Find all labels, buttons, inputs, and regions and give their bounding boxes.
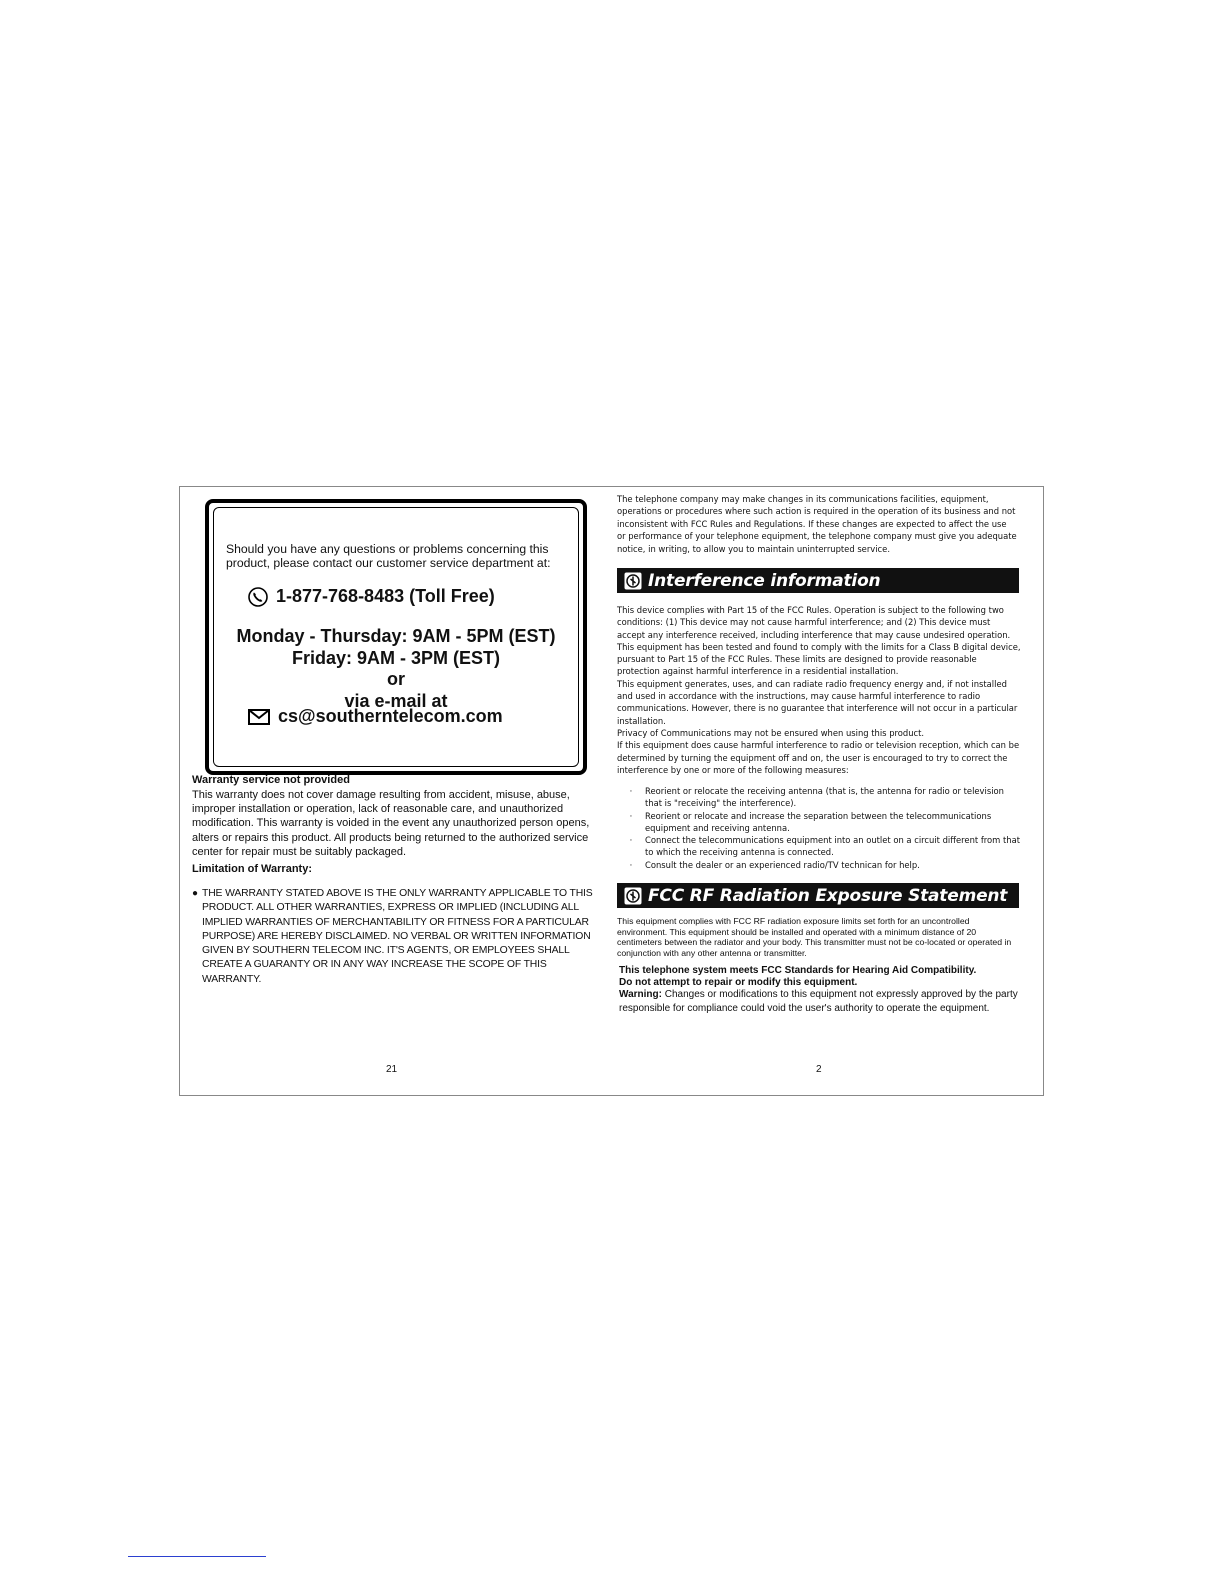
customer-service-box — [205, 499, 587, 775]
disclaimer-text: THE WARRANTY STATED ABOVE IS THE ONLY WARRANTY APPLICABLE TO THIS PRODUCT. ALL OTHER WARRANTIES, EXPRESS OR IMPLIED (INCLUDING ALL IMPLIED WARRANTIES OF MERCHANTABILITY OR FITNESS FOR A PARTICULAR PURPOSE) ARE HEREBY DISCLAIMED. NO VERBAL OR WRITTEN INFORMATION GIVEN BY SOUTHERN TELECOM INC. IT'S AGENTS, OR EMPLOYEES SHALL CREATE A GUARANTY OR IN ANY WAY INCREASE THE SCOPE OF THIS WARRANTY. — [202, 888, 593, 985]
rf-notices — [619, 965, 1024, 988]
hours-weekdays: Monday - Thursday: 9AM - 5PM (EST) — [236, 626, 556, 646]
page-number-left: 21 — [386, 1064, 398, 1075]
measure-text: Reorient or relocate and increase the separation between the telecommunications equipment and receiving antenna. — [645, 810, 992, 833]
hours-friday: Friday: 9AM - 3PM (EST) — [291, 647, 501, 668]
email-line — [248, 706, 503, 727]
phone-line — [248, 586, 495, 607]
bullet-icon: · — [629, 859, 633, 870]
rf-exposure-body: This equipment complies with FCC RF radiation exposure limits set forth for an uncontrolled environment. This equipment should be installed and operated with a minimum distance of 20 centimeters between the radiator and your body. This transmitter must not be co-located or operated in conjunction with any other antenna or transmitter. — [617, 916, 1012, 958]
measure-text: Consult the dealer or an experienced radio/TV technican for help. — [645, 859, 920, 870]
interference-paragraph: Privacy of Communications may not be ensured when using this product. — [617, 727, 925, 738]
repair-notice: Do not attempt to repair or modify this equipment. — [619, 976, 858, 988]
interference-measures-list — [617, 785, 1021, 871]
list-item — [617, 785, 1021, 810]
list-item — [617, 810, 1021, 835]
hearing-aid-notice: This telephone system meets FCC Standards for Hearing Aid Compatibility. — [619, 965, 977, 976]
list-item — [617, 834, 1021, 859]
list-item — [617, 859, 1021, 871]
bullet-icon: ● — [192, 888, 199, 899]
telephone-company-notice: The telephone company may make changes in its communications facilities, equipment, operations or procedures where such action is required in the operation of its business and not inconsistent with FCC Rules and Regulations. If these changes are expected to affect the use or performance of your telephone equipment, the telephone company must give you adequate notice, in writing, to allow you to maintain uninterrupted service. — [617, 494, 1017, 554]
via-email-text: via e-mail at — [344, 690, 448, 711]
bullet-icon: · — [629, 786, 633, 796]
left-page — [180, 487, 612, 1095]
right-page — [612, 487, 1045, 1095]
interference-paragraph: If this equipment does cause harmful interference to radio or television reception, which can be determined by turning the equipment off and on, the user is encouraged to try to correct the interference by one or more of the following measures: — [617, 740, 1020, 775]
bullet-icon: · — [629, 835, 633, 846]
interference-section-header — [617, 568, 1019, 593]
mail-icon — [248, 709, 270, 725]
email-address[interactable]: cs@southerntelecom.com — [278, 706, 503, 726]
info-icon — [624, 572, 642, 590]
interference-body — [617, 604, 1021, 776]
warranty-disclaimer — [192, 887, 594, 987]
phone-icon — [248, 587, 268, 607]
or-text: or — [387, 669, 405, 689]
customer-service-box-inner — [213, 507, 579, 767]
contact-intro: Should you have any questions or problems concerning this product, please contact our customer service department at: — [226, 542, 551, 570]
bullet-icon: · — [629, 810, 633, 821]
warranty-body: This warranty does not cover damage resulting from accident, misuse, abuse, improper installation or operation, lack of reasonable care, and unauthorized modification. This warranty is voided in the event any unauthorized person opens, alters or repairs this product. All products being returned to the authorized service center for repair must be suitably packaged. — [192, 789, 590, 858]
warning-label: Warning: — [619, 989, 662, 1000]
page-number-right: 2 — [816, 1064, 822, 1075]
phone-number: 1-877-768-8483 (Toll Free) — [276, 586, 495, 606]
limitation-heading: Limitation of Warranty: — [192, 863, 312, 875]
warranty-heading: Warranty service not provided — [192, 774, 350, 786]
interference-paragraph: This equipment has been tested and found to comply with the limits for a Class B digital device, pursuant to Part 15 of the FCC Rules. These limits are designed to provide reasonable protection against harmful interference in a residential installation. — [617, 641, 1021, 677]
section-title: FCC RF Radiation Exposure Statement — [648, 885, 1008, 906]
link-underline — [128, 1556, 266, 1557]
section-title: Interference information — [648, 570, 881, 591]
warning-statement — [619, 988, 1024, 1016]
service-hours — [214, 626, 578, 712]
interference-paragraph: This device complies with Part 15 of the FCC Rules. Operation is subject to the following two conditions: (1) This device may not cause harmful interference; and (2) This device must accept any interference received, including interference that may cause undesired operation. — [617, 605, 1011, 640]
measure-text: Connect the telecommunications equipment into an outlet on a circuit different from that to which the receiving antenna is connected. — [645, 835, 1020, 858]
booklet-spread — [179, 486, 1044, 1096]
measure-text: Reorient or relocate the receiving antenna (that is, the antenna for radio or television that is "receiving" the interference). — [645, 786, 1004, 809]
warning-text: Changes or modifications to this equipment not expressly approved by the party responsible for compliance could void the user's authority to operate the equipment. — [619, 989, 1018, 1014]
info-icon — [624, 887, 642, 905]
rf-exposure-section-header — [617, 883, 1019, 908]
interference-paragraph: This equipment generates, uses, and can radiate radio frequency energy and, if not installed and used in accordance with the instructions, may cause harmful interference to radio communications. However, there is no guarantee that interference will not occur in a particular installation. — [617, 678, 1018, 726]
